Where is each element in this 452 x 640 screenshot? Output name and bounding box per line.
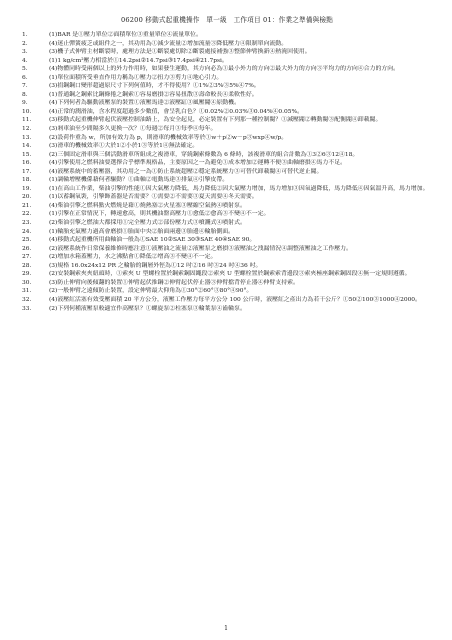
question-body: 引擎在正常情況下，轉速愈高，則其機油盤高壓力①愈低②愈高③不變④不一定。 xyxy=(57,211,270,218)
question-text xyxy=(49,193,432,202)
question-body: 以蓄鋼氧裝，引擎飾蓋器是否需要？①需要②不需要③夏天需要④冬天需要。 xyxy=(57,194,258,201)
question-number: 20. xyxy=(22,194,32,201)
answer-key: (1) xyxy=(49,177,58,184)
question-body: 1 kg/cm²壓力相當於①14.2psi②14.7psi③17.4psi④21.7psi。 xyxy=(57,57,228,64)
question-body: 液壓系統作日常保養維修時應注意①液壓油之流量②液壓泵之磨損③液壓油之洩漏情況④調整液壓油之工作壓力。 xyxy=(57,245,352,252)
answer-key: (4) xyxy=(49,160,58,167)
answer-key: (2) xyxy=(49,245,58,252)
answer-key: (1) xyxy=(49,228,58,235)
question-body: 在高山工作業，柴油引擎的性能①因大氣壓力降低，馬力降低②因大氣壓力增加，馬力增加③因氧過降低，馬力降低④因氣溫升高，馬力增加。 xyxy=(57,185,429,192)
question-text xyxy=(49,65,432,74)
question-body: 調輪增壓機係藉何者驅動？①曲軸②電動馬達③排氣④引擎皮帶。 xyxy=(57,177,229,184)
question-number: 25. xyxy=(22,237,32,244)
question-item xyxy=(22,210,432,219)
question-body: 液壓系統中的蓄壓器，其功用之一為①防止系統超壓②穩定系統壓力③可替代卸載閥④可替代逆止閥。 xyxy=(57,168,323,175)
question-text xyxy=(49,31,432,40)
question-item xyxy=(22,57,432,66)
question-number: 12. xyxy=(22,126,32,133)
question-body: 設荷作重為 w，所加有效力為 p，則滑車的機械效率等於①w＋p②w－p③wxp④w/p。 xyxy=(57,134,288,141)
question-number: 1. xyxy=(22,32,28,38)
question-item xyxy=(22,279,432,288)
question-text xyxy=(49,57,432,66)
question-body: 物體同時受兩個以上的外力作用時，如果發生運動，其方向必為①最小外力的方向②最大外力的方向③平均力的方向④合力的方向。 xyxy=(57,66,400,73)
question-item xyxy=(22,31,432,40)
question-number: 22. xyxy=(22,211,32,218)
question-text xyxy=(49,48,432,57)
question-text xyxy=(49,116,432,125)
answer-key: (3) xyxy=(49,117,58,124)
question-text xyxy=(49,168,432,177)
question-text xyxy=(49,219,432,228)
answer-key: (4) xyxy=(49,40,58,47)
question-text xyxy=(49,176,432,185)
question-item xyxy=(22,253,432,262)
answer-key: (4) xyxy=(49,296,58,303)
question-number: 2. xyxy=(22,40,28,47)
question-number: 30. xyxy=(22,279,32,286)
question-number: 8. xyxy=(22,91,28,98)
question-number: 32. xyxy=(22,296,32,303)
question-body: 三個固定滑車與三個活動滑車所組成之複滑車，穿繞鋼索條數為 6 條時，該複滑車的組合計數為①3②6③12④18。 xyxy=(57,151,359,158)
question-body: 迷止彈簧疲乏或組件之一，其功用為①減少流量②增加流量③降低壓力④限制單向流動。 xyxy=(57,40,288,47)
question-item xyxy=(22,40,432,49)
question-item xyxy=(22,65,432,74)
question-number: 7. xyxy=(22,83,28,90)
question-number: 28. xyxy=(22,262,32,269)
question-item xyxy=(22,108,432,117)
question-number: 16. xyxy=(22,160,32,167)
question-number: 17. xyxy=(22,168,32,175)
answer-key: (1) xyxy=(49,74,58,81)
question-number: 4. xyxy=(22,57,28,64)
question-item xyxy=(22,168,432,177)
question-body: 滑車的機械效率①大於1②小於1③等於1④無法確定。 xyxy=(57,143,199,150)
question-item xyxy=(22,185,432,194)
answer-key: (1) xyxy=(49,211,58,218)
question-number: 18. xyxy=(22,177,32,184)
question-item xyxy=(22,287,432,296)
question-item xyxy=(22,270,432,279)
question-text xyxy=(49,151,432,160)
question-text xyxy=(49,270,432,279)
question-number: 29. xyxy=(22,271,32,278)
question-number: 3. xyxy=(22,49,28,56)
question-number: 31. xyxy=(22,288,32,295)
question-item xyxy=(22,91,432,100)
answer-key: (1) xyxy=(49,194,58,201)
question-number: 27. xyxy=(22,254,32,261)
question-item xyxy=(22,245,432,254)
question-item xyxy=(22,125,432,134)
question-item xyxy=(22,228,432,237)
question-body: BAR 是①壓力單位②面積單位③重量單位④流量單位。 xyxy=(57,32,202,38)
answer-key: (1) xyxy=(49,91,58,98)
question-item xyxy=(22,151,432,160)
question-text xyxy=(49,210,432,219)
question-number: 19. xyxy=(22,185,32,192)
question-body: 規格 16.0x24x12 PR 之輪胎的鋼層外徑為①12 吋②16 吋③24 吋④36 吋。 xyxy=(57,262,262,269)
question-body: 正常的潤滑油，含水程度超過多少數值，會呈乳白色？①0.02%②0.03%③0.04%④0.05%。 xyxy=(57,108,304,115)
answer-key: (3) xyxy=(49,279,58,286)
question-number: 23. xyxy=(22,220,32,227)
question-number: 15. xyxy=(22,151,32,158)
question-body: 移動式起重機伸臂起伏液壓控制油路上，為安全起見，必定裝置有下列那一種控制閥？①減壓閥②轉動閥③配衡閥④卸載閥。 xyxy=(57,117,382,124)
question-body: 柴油引擎之燃油大都採用①完全壓力式②部份壓力式③噴濺式④噴射式。 xyxy=(57,220,246,227)
answer-key: (4) xyxy=(49,66,58,73)
question-text xyxy=(49,82,432,91)
question-number: 5. xyxy=(22,66,28,73)
question-text xyxy=(49,159,432,168)
question-item xyxy=(22,99,432,108)
question-number: 10. xyxy=(22,108,32,115)
answer-key: (2) xyxy=(49,134,58,141)
question-item xyxy=(22,236,432,245)
answer-key: (3) xyxy=(49,262,58,269)
question-item xyxy=(22,48,432,57)
question-body: 機子式伸臂主材斷裂時，處理方法是①斷裂處切除②斷裂處接補強③整節伸臂換新④熱澆回使用。 xyxy=(57,49,311,56)
question-list xyxy=(22,31,432,313)
question-text xyxy=(49,253,432,262)
question-item xyxy=(22,134,432,143)
question-text xyxy=(49,305,432,314)
answer-key: (2) xyxy=(49,288,58,295)
question-text xyxy=(49,134,432,143)
question-item xyxy=(22,193,432,202)
question-number: 33. xyxy=(22,305,32,312)
question-number: 21. xyxy=(22,202,32,209)
question-number: 24. xyxy=(22,228,32,235)
question-text xyxy=(49,91,432,100)
page-number: 1 xyxy=(224,625,228,632)
question-body: 引擎使用之燃料油要選擇合乎標準規格品，主要原因之一為避免①成本增加②運轉不便③曲軸磨損④馬力不足。 xyxy=(57,160,346,167)
question-body: 液壓紅活塞有效受壓面積 20 平方公分，液壓工作壓力每平方公分 100 公斤時，液壓紅之產出力為若干公斤？①50②100③1000④2000。 xyxy=(57,296,421,303)
answer-key: (4) xyxy=(49,202,58,209)
answer-key: (4) xyxy=(49,108,58,115)
question-item xyxy=(22,142,432,151)
question-text xyxy=(49,287,432,296)
question-body: 一般伸臂之遠傾防止裝置，設定伸臂最大仰角為①30°②60°③80°④90°。 xyxy=(57,288,253,295)
question-text xyxy=(49,279,432,288)
question-item xyxy=(22,74,432,83)
answer-key: (4) xyxy=(49,168,58,175)
question-item xyxy=(22,305,432,314)
question-number: 13. xyxy=(22,134,32,141)
question-body: 普通鋼之鋼索比鋼條捲之鋼索①容易磨損②容易扭散③壽命較長④柔軟性好。 xyxy=(57,91,258,98)
question-item xyxy=(22,219,432,228)
question-body: 移動式起重機所用曲軸油一般為①SAE 10②SAE 30③SAE 40④SAE 90。 xyxy=(57,237,256,244)
question-number: 6. xyxy=(22,74,28,81)
question-text xyxy=(49,185,432,194)
question-text xyxy=(49,262,432,271)
question-item xyxy=(22,296,432,305)
question-text xyxy=(49,108,432,117)
question-text xyxy=(49,142,432,151)
question-body: 剎車油至少間隔多久更換一次？①每週②每月③每季④每年。 xyxy=(57,126,217,133)
answer-key: (1) xyxy=(49,32,58,38)
question-body: 柴油引擎之燃料點火燃燒是藉①燒熱塞②火星塞③壓縮空氣熱④噴射泵。 xyxy=(57,202,246,209)
question-body: 下列何種液壓泵較適宜作高壓泵？①螺旋泵②柱塞泵③輪葉泵④齒輪泵。 xyxy=(57,305,246,312)
page-title: 06200 移動式起重機操作 單一級 工作項目 01：作業之準備與檢點 xyxy=(121,16,333,24)
answer-key: (4) xyxy=(49,100,58,107)
answer-key: (3) xyxy=(49,126,58,133)
answer-key: (2) xyxy=(49,271,58,278)
answer-key: (3) xyxy=(49,143,58,150)
question-body: 安裝鋼索夾夾紐頭時，①索夾 U 型螺栓置於鋼索鋼固繩段②索夾 U 型螺栓置於鋼索索背邊段③索夾極座鋼索鋼固段④無一定規則遵循。 xyxy=(57,271,411,278)
question-item xyxy=(22,159,432,168)
question-item xyxy=(22,202,432,211)
answer-key: (2) xyxy=(49,151,58,158)
question-text xyxy=(49,125,432,134)
question-number: 11. xyxy=(22,117,32,124)
question-text xyxy=(49,245,432,254)
question-text xyxy=(49,228,432,237)
answer-key: (1) xyxy=(49,57,58,64)
question-item xyxy=(22,176,432,185)
question-item xyxy=(22,116,432,125)
question-number: 14. xyxy=(22,143,32,150)
question-item xyxy=(22,262,432,271)
answer-key: (2) xyxy=(49,305,58,312)
answer-key: (2) xyxy=(49,220,58,227)
question-number: 9. xyxy=(22,100,28,107)
question-body: 捐鋼鋼口變形超過原尺寸下列何值時，才不得使用？①1%②3%③5%④7%。 xyxy=(57,83,260,90)
question-text xyxy=(49,236,432,245)
question-item xyxy=(22,82,432,91)
answer-key: (2) xyxy=(49,254,58,261)
question-text xyxy=(49,296,432,305)
question-body: 增加水箱蓋壓力，水之沸點會①降低②增高③不變④不一定。 xyxy=(57,254,217,261)
answer-key: (4) xyxy=(49,237,58,244)
question-text xyxy=(49,202,432,211)
question-number: 26. xyxy=(22,245,32,252)
question-body: 輪胎充氣壓力過高會磨損①胎面中央②胎面兩邊③胎邊④輪胎側面。 xyxy=(57,228,235,235)
answer-key: (3) xyxy=(49,83,58,90)
question-body: 下列何者為驅動液壓泵的裝置①液壓馬達②液壓缸③風壓閥④原動機。 xyxy=(57,100,240,107)
question-text xyxy=(49,99,432,108)
answer-key: (1) xyxy=(49,185,58,192)
question-body: 單位面積所受垂直作用力稱為①壓力②扭力③剪力④地心引力。 xyxy=(57,74,223,81)
answer-key: (3) xyxy=(49,49,58,56)
question-body: 防止伸臂向後傾翻的裝置①伸臂起伏推鋼②伸臂起伏停止器③伸臂擋背停止器④伸臂支持索。 xyxy=(57,279,299,286)
question-text xyxy=(49,74,432,83)
question-text xyxy=(49,40,432,49)
